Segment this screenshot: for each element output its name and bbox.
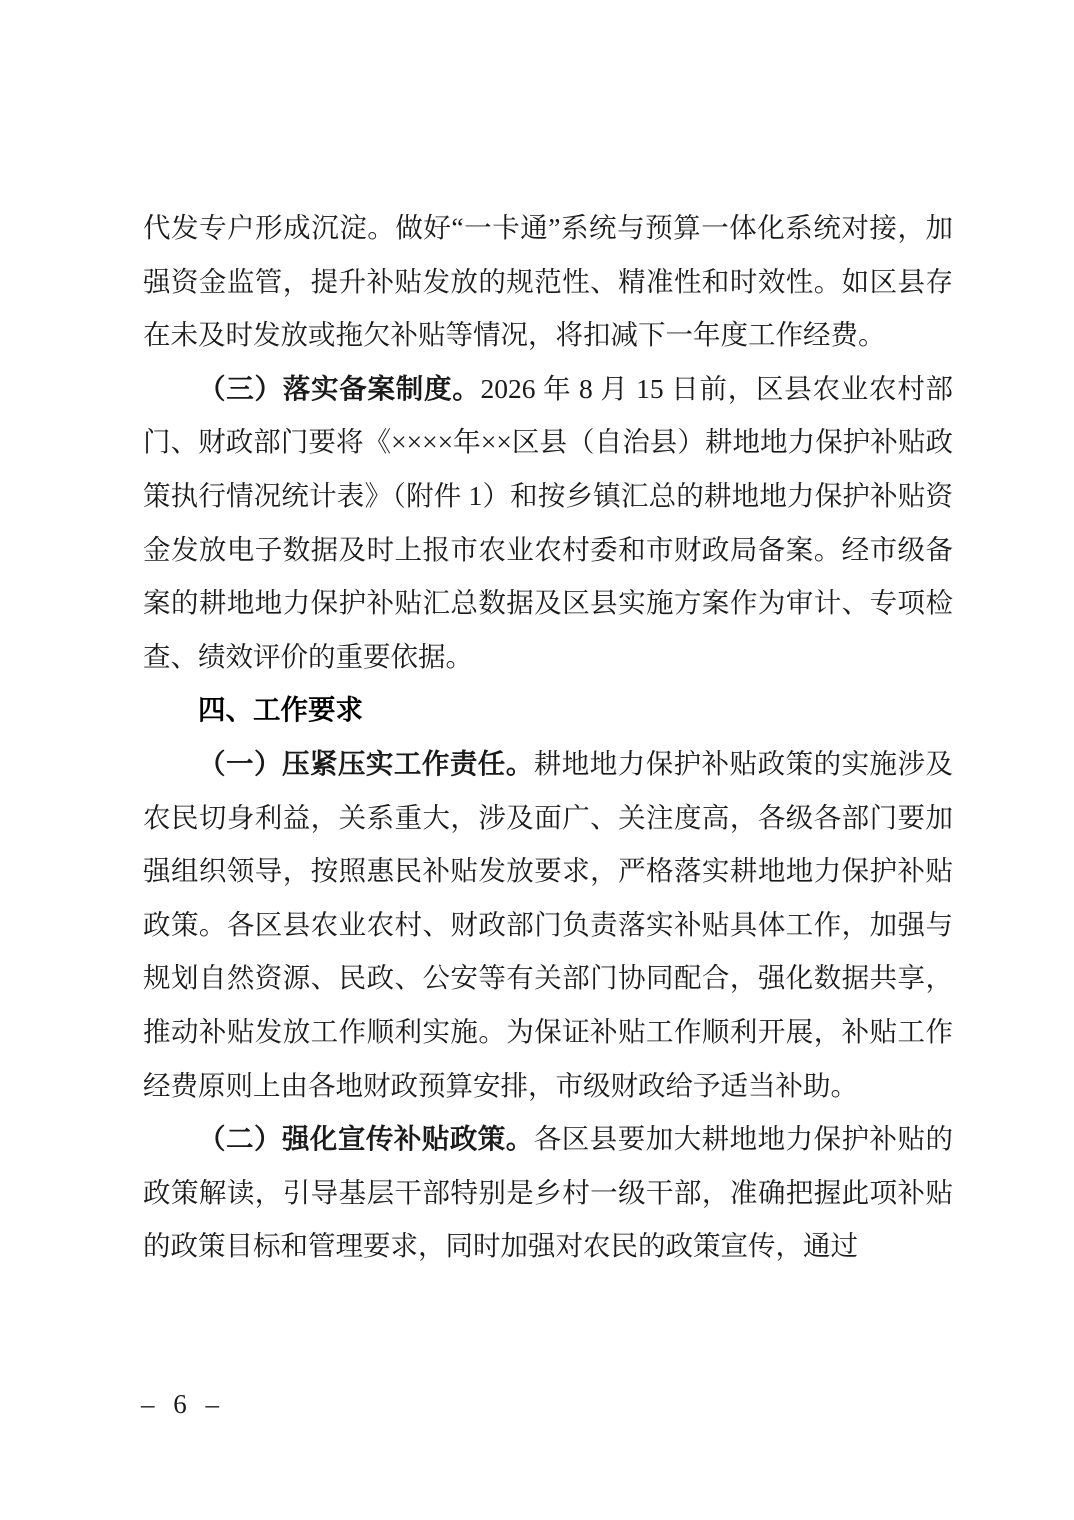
paragraph-text: 各区县要加大耕地地力保护补贴的政策解读，引导基层干部特别是乡村一级干部，准确把握此项补贴的政策目标和管理要求，同时加强对农民的政策宣传，通过 (143, 1123, 954, 1262)
document-body (143, 201, 953, 1273)
paragraph-lead-bold: （二）强化宣传补贴政策。 (198, 1123, 534, 1155)
section-heading-4: 四、工作要求 (198, 694, 363, 726)
paragraph-continuation (143, 201, 953, 362)
paragraph-lead-bold: （三）落实备案制度。 (198, 372, 481, 404)
page-number: – 6 – (141, 1389, 225, 1419)
paragraph-section-item-2 (143, 1112, 953, 1273)
paragraph-lead-bold: （一）压紧压实工作责任。 (198, 747, 534, 779)
paragraph-section-item-1 (143, 737, 953, 1112)
paragraph-text: 代发专户形成沉淀。做好“一卡通”系统与预算一体化系统对接，加强资金监管，提升补贴发放的规范性、精准性和时效性。如区县存在未及时发放或拖欠补贴等情况，将扣减下一年度工作经费。 (143, 212, 953, 351)
paragraph-section-item-3 (143, 362, 953, 684)
paragraph-text: 2026 年 8 月 15 日前，区县农业农村部门、财政部门要将《××××年××区县（自治县）耕地地力保护补贴政策执行情况统计表》（附件 1）和按乡镇汇总的耕地地力保护补贴资金发放电子数据及时上报市农业农村委和市财政局备案。经市级备案的耕地地力保护补贴汇总数据及区县实施方案作为审计、专项检查、绩效评价的重要依据。 (143, 372, 954, 672)
paragraph-text: 耕地地力保护补贴政策的实施涉及农民切身利益，关系重大，涉及面广、关注度高，各级各部门要加强组织领导，按照惠民补贴发放要求，严格落实耕地地力保护补贴政策。各区县农业农村、财政部门负责落实补贴具体工作，加强与规划自然资源、民政、公安等有关部门协同配合，强化数据共享，推动补贴发放工作顺利实施。为保证补贴工作顺利开展，补贴工作经费原则上由各地财政预算安排，市级财政给予适当补助。 (143, 747, 954, 1101)
